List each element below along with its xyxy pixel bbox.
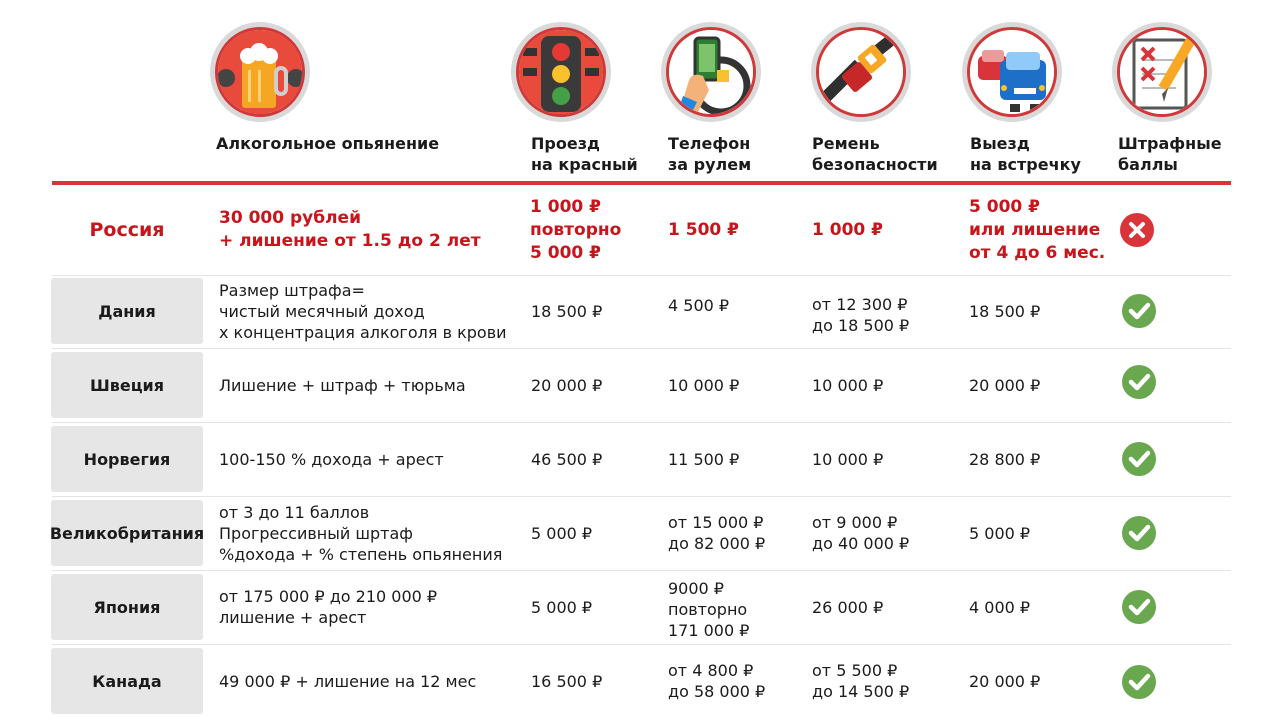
country-sweden: Швеция <box>51 352 203 418</box>
traffic-light-icon-circle <box>511 22 611 122</box>
cell-japan-oncoming: 4 000 ₽ <box>969 597 1031 617</box>
cell-norway-phone: 11 500 ₽ <box>668 449 740 469</box>
cell-sweden-alcohol: Лишение + штраф + тюрьма <box>219 375 466 395</box>
country-canada: Канада <box>51 648 203 714</box>
row-divider <box>52 644 1231 645</box>
cell-sweden-oncoming: 20 000 ₽ <box>969 375 1041 395</box>
column-header-red-light: Проезд на красный <box>531 134 638 174</box>
cell-uk-red-light: 5 000 ₽ <box>531 523 593 543</box>
country-uk: Великобритания <box>51 500 203 566</box>
cell-norway-belt: 10 000 ₽ <box>812 449 884 469</box>
cell-denmark-red-light: 18 500 ₽ <box>531 301 603 321</box>
cell-russia-oncoming: 5 000 ₽ или лишение от 4 до 6 мес. <box>969 196 1106 263</box>
cell-norway-alcohol: 100-150 % дохода + арест <box>219 449 444 469</box>
check-icon <box>1122 516 1156 550</box>
cell-russia-red-light: 1 000 ₽ повторно 5 000 ₽ <box>530 196 622 263</box>
cell-canada-alcohol: 49 000 ₽ + лишение на 12 мес <box>219 671 477 691</box>
cars-icon-circle <box>962 22 1062 122</box>
cell-norway-red-light: 46 500 ₽ <box>531 449 603 469</box>
cell-japan-belt: 26 000 ₽ <box>812 597 884 617</box>
column-header-phone: Телефон за рулем <box>668 134 752 174</box>
cell-canada-red-light: 16 500 ₽ <box>531 671 603 691</box>
cell-uk-alcohol: от 3 до 11 баллов Прогрессивный шртаф %дохода + % степень опьянения <box>219 502 503 564</box>
cell-japan-alcohol: от 175 000 ₽ до 210 000 ₽ лишение + арест <box>219 587 438 627</box>
seatbelt-icon <box>819 30 903 114</box>
cell-sweden-belt: 10 000 ₽ <box>812 375 884 395</box>
cell-uk-belt: от 9 000 ₽ до 40 000 ₽ <box>812 513 910 553</box>
row-divider <box>52 570 1231 571</box>
check-icon <box>1122 365 1156 399</box>
row-divider <box>52 275 1231 276</box>
cell-canada-belt: от 5 500 ₽ до 14 500 ₽ <box>812 661 910 701</box>
cell-canada-phone: от 4 800 ₽ до 58 000 ₽ <box>668 661 766 701</box>
header-divider <box>52 181 1231 185</box>
column-header-seatbelt: Ремень безопасности <box>812 134 938 174</box>
phone-icon <box>669 30 753 114</box>
country-norway: Норвегия <box>51 426 203 492</box>
cell-denmark-alcohol: Размер штрафа= чистый месячный доход х концентрация алкоголя в крови <box>219 280 507 342</box>
cell-russia-phone: 1 500 ₽ <box>668 219 739 240</box>
check-icon <box>1122 442 1156 476</box>
cell-russia-alcohol: 30 000 рублей + лишение от 1.5 до 2 лет <box>219 208 481 251</box>
cell-russia-belt: 1 000 ₽ <box>812 219 883 240</box>
cell-denmark-oncoming: 18 500 ₽ <box>969 301 1041 321</box>
cell-sweden-red-light: 20 000 ₽ <box>531 375 603 395</box>
country-japan: Япония <box>51 574 203 640</box>
seatbelt-icon-circle <box>811 22 911 122</box>
column-header-oncoming: Выезд на встречку <box>970 134 1081 174</box>
check-icon <box>1122 590 1156 624</box>
country-denmark: Дания <box>51 278 203 344</box>
check-icon <box>1122 665 1156 699</box>
column-header-alcohol: Алкогольное опьянение <box>216 134 440 153</box>
cell-uk-phone: от 15 000 ₽ до 82 000 ₽ <box>668 513 766 553</box>
traffic-light-icon <box>519 30 603 114</box>
cell-canada-oncoming: 20 000 ₽ <box>969 671 1041 691</box>
notepad-icon <box>1120 30 1204 114</box>
cell-sweden-phone: 10 000 ₽ <box>668 375 740 395</box>
cell-uk-oncoming: 5 000 ₽ <box>969 523 1031 543</box>
cross-icon <box>1120 213 1154 247</box>
cell-japan-red-light: 5 000 ₽ <box>531 597 593 617</box>
row-divider <box>52 496 1231 497</box>
cell-norway-oncoming: 28 800 ₽ <box>969 449 1041 469</box>
column-header-points: Штрафные баллы <box>1118 134 1222 174</box>
row-divider <box>52 422 1231 423</box>
beer-icon-circle <box>210 22 310 122</box>
row-divider <box>52 348 1231 349</box>
cell-japan-phone: 9000 ₽ повторно 171 000 ₽ <box>668 578 750 640</box>
cars-icon <box>970 30 1054 114</box>
notepad-icon-circle <box>1112 22 1212 122</box>
cell-denmark-phone: 4 500 ₽ <box>668 295 730 315</box>
country-russia: Россия <box>89 219 165 241</box>
check-icon <box>1122 294 1156 328</box>
cell-denmark-belt: от 12 300 ₽ до 18 500 ₽ <box>812 295 910 335</box>
phone-icon-circle <box>661 22 761 122</box>
beer-icon <box>218 30 302 114</box>
